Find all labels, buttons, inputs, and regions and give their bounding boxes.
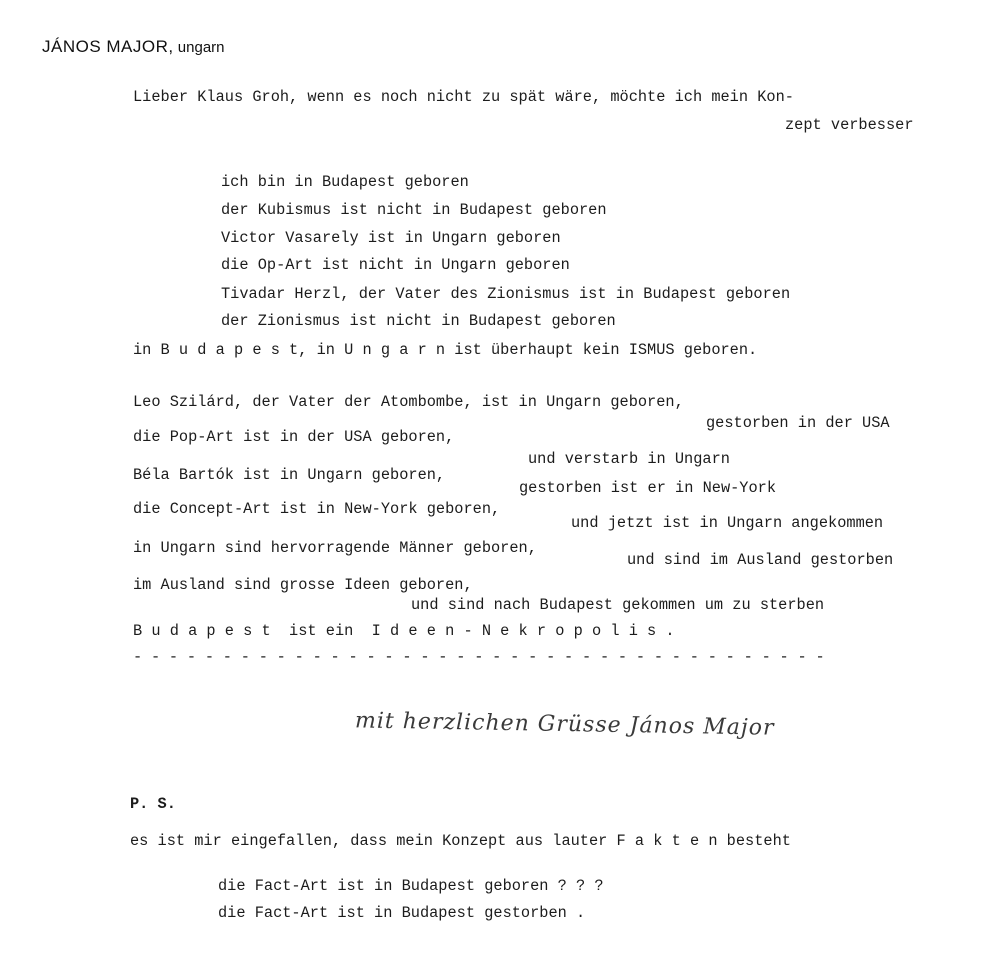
stanza2-line-4: die Concept-Art ist in New-York geboren,	[133, 500, 501, 518]
intro-line-2: zept verbesser	[785, 116, 914, 134]
page-edge-crop	[940, 80, 1000, 960]
stanza2-line-1-reply: gestorben in der USA	[706, 414, 890, 432]
document-header	[42, 37, 225, 57]
stanza1-line-2: der Kubismus ist nicht in Budapest geboren	[221, 201, 607, 219]
ps-fact-1: die Fact-Art ist in Budapest geboren ? ? ?	[218, 877, 604, 895]
stanza1-line-5: Tivadar Herzl, der Vater des Zionismus ist in Budapest geboren	[221, 285, 791, 303]
stanza1-line-1: ich bin in Budapest geboren	[221, 173, 469, 191]
stanza1-closing: in B u d a p e s t, in U n g a r n ist überhaupt kein ISMUS geboren.	[133, 341, 758, 359]
stanza2-line-5: in Ungarn sind hervorragende Männer geboren,	[133, 539, 537, 557]
stanza2-line-5-reply: und sind im Ausland gestorben	[627, 551, 894, 569]
ps-line: es ist mir eingefallen, dass mein Konzept aus lauter F a k t e n besteht	[130, 832, 791, 850]
stanza1-line-4: die Op-Art ist nicht in Ungarn geboren	[221, 256, 570, 274]
stanza2-closing: B u d a p e s t ist ein I d e e n - N e k r o p o l i s .	[133, 622, 675, 640]
stanza2-line-4-reply: und jetzt ist in Ungarn angekommen	[571, 514, 884, 532]
stanza2-line-3-reply: gestorben ist er in New-York	[519, 479, 777, 497]
stanza2-line-1: Leo Szilárd, der Vater der Atombombe, ist in Ungarn geboren,	[133, 393, 684, 411]
ps-fact-2: die Fact-Art ist in Budapest gestorben .	[218, 904, 586, 922]
stanza2-line-2: die Pop-Art ist in der USA geboren,	[133, 428, 455, 446]
intro-line-1: Lieber Klaus Groh, wenn es noch nicht zu spät wäre, möchte ich mein Kon-	[133, 88, 794, 106]
author-origin: ungarn	[173, 39, 225, 56]
stanza2-line-6-reply: und sind nach Budapest gekommen um zu sterben	[411, 596, 825, 614]
handwritten-signature: mit herzlichen Grüsse János Major	[354, 708, 775, 741]
stanza1-line-6: der Zionismus ist nicht in Budapest geboren	[221, 312, 616, 330]
dashed-divider: - - - - - - - - - - - - - - - - - - - - - - - - - - - - - - - - - - - - - - -	[133, 648, 825, 666]
stanza1-line-3: Victor Vasarely ist in Ungarn geboren	[221, 229, 561, 247]
author-name: JÁNOS MAJOR,	[42, 37, 174, 56]
stanza2-line-2-reply: und verstarb in Ungarn	[528, 450, 730, 468]
stanza2-line-6: im Ausland sind grosse Ideen geboren,	[133, 576, 473, 594]
ps-label: P. S.	[130, 795, 176, 813]
stanza2-line-3: Béla Bartók ist in Ungarn geboren,	[133, 466, 446, 484]
